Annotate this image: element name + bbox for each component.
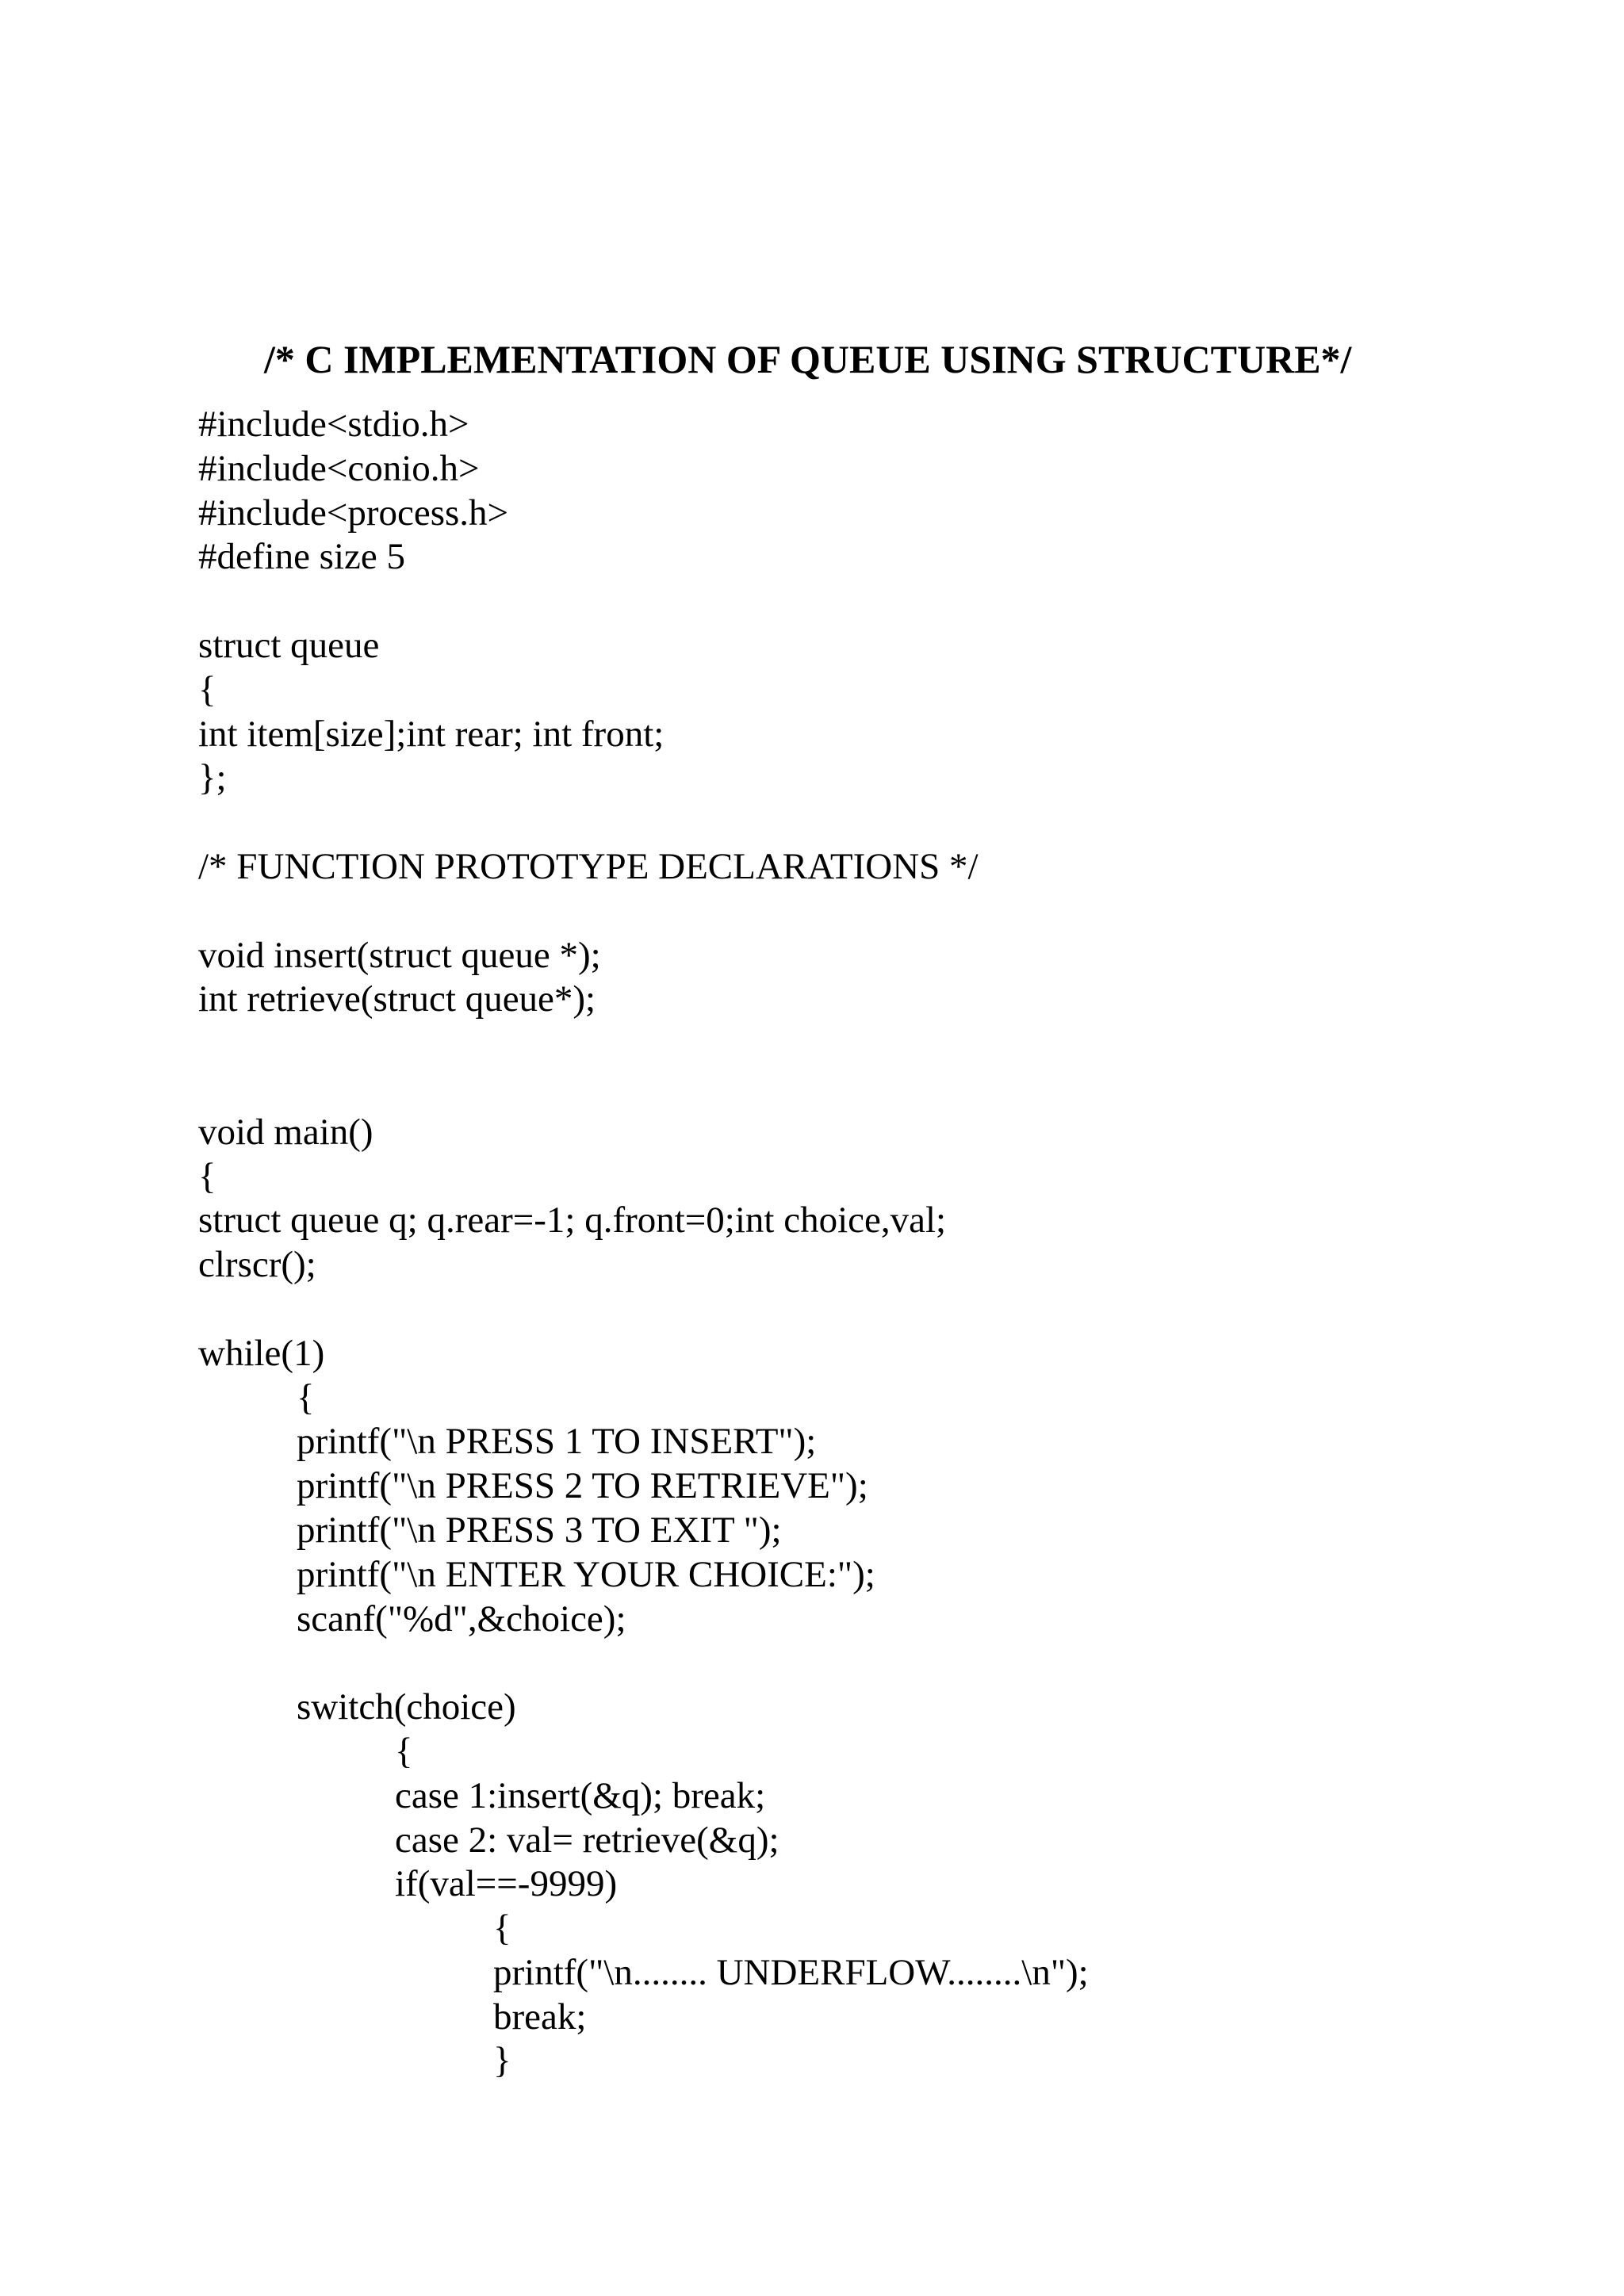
code-line: }; [198,757,227,799]
code-listing [198,403,1089,2084]
blank-line [198,1641,1089,1686]
code-line: break; [493,1996,587,2038]
code-line: { [198,668,216,710]
code-line: printf("\n........ UNDERFLOW........\n"); [493,1951,1089,1993]
code-line: /* FUNCTION PROTOTYPE DECLARATIONS */ [198,845,979,887]
code-line: clrscr(); [198,1244,316,1286]
blank-line [198,890,1089,934]
code-line: if(val==-9999) [395,1863,618,1905]
code-line: while(1) [198,1332,325,1374]
code-line: #include<stdio.h> [198,404,469,445]
code-line: #define size 5 [198,536,406,578]
code-line: void main() [198,1111,373,1153]
code-line: { [493,1908,511,1950]
code-line: struct queue q; q.rear=-1; q.front=0;int choice,val; [198,1200,947,1242]
blank-line [198,580,1089,624]
code-line: } [493,2040,511,2082]
code-line: struct queue [198,624,380,666]
code-line: printf("\n PRESS 2 TO RETRIEVE"); [297,1465,868,1507]
document-title: /* C IMPLEMENTATION OF QUEUE USING STRUCTURE*/ [264,337,1352,381]
code-line: int retrieve(struct queue*); [198,978,596,1020]
code-line: switch(choice) [297,1686,516,1728]
code-line: printf("\n PRESS 3 TO EXIT "); [297,1509,782,1551]
code-line: scanf("%d",&choice); [297,1598,626,1640]
blank-line [198,1066,1089,1111]
code-line: printf("\n ENTER YOUR CHOICE:"); [297,1553,875,1595]
code-line: #include<process.h> [198,492,509,534]
code-line: { [198,1155,216,1197]
code-line: void insert(struct queue *); [198,934,601,976]
code-line: case 2: val= retrieve(&q); [395,1819,779,1861]
blank-line [198,801,1089,845]
code-line: { [297,1376,315,1418]
blank-line [198,1288,1089,1332]
code-line: case 1:insert(&q); break; [395,1774,766,1816]
blank-line [198,1022,1089,1066]
code-line: printf("\n PRESS 1 TO INSERT"); [297,1421,817,1463]
code-line: #include<conio.h> [198,447,480,489]
code-line: { [395,1730,413,1772]
code-line: int item[size];int rear; int front; [198,713,665,755]
